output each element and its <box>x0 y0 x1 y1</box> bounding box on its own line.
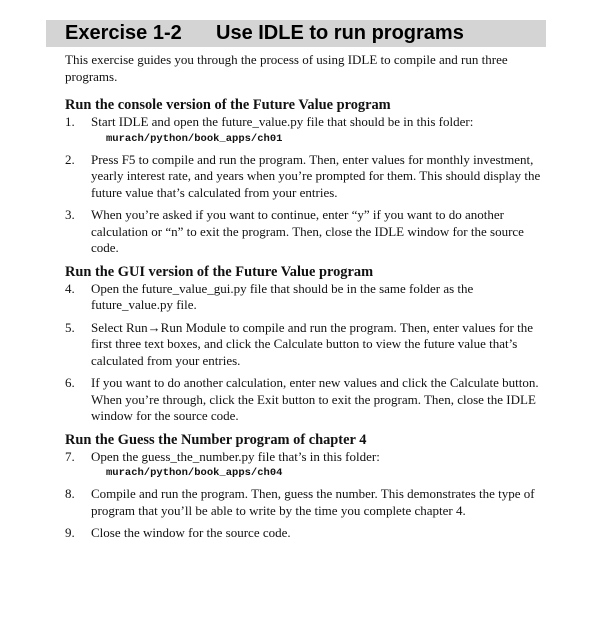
exercise-header <box>46 20 546 47</box>
step-number: 6. <box>65 375 75 390</box>
section-heading-console: Run the console version of the Future Value program <box>65 97 391 113</box>
step-text: Close the window for the source code. <box>91 525 291 540</box>
exercise-title: Use IDLE to run programs <box>216 22 464 44</box>
step-item <box>65 281 547 314</box>
step-number: 9. <box>65 525 75 540</box>
step-number: 4. <box>65 280 75 296</box>
step-text: Compile and run the program. Then, guess the number. This demonstrates the type of program that you’ll be able to write by the time you complete chapter 4. <box>91 486 535 518</box>
step-text: Select Run→Run Module to compile and run the program. Then, enter values for the first three text boxes, and click the Calculate button to view the future value that’s calculated from your entries. <box>91 319 534 368</box>
step-item <box>65 375 547 425</box>
step-number: 5. <box>65 319 75 335</box>
step-item <box>65 449 547 481</box>
step-number: 1. <box>65 114 75 129</box>
intro-paragraph: This exercise guides you through the process of using IDLE to compile and run three programs. <box>65 52 508 84</box>
step-item <box>65 486 547 519</box>
step-number: 7. <box>65 448 75 464</box>
step-item <box>65 152 547 202</box>
step-item <box>65 207 547 257</box>
folder-path: murach/python/book_apps/ch01 <box>106 132 283 145</box>
step-number: 8. <box>65 486 75 501</box>
step-item <box>65 114 547 146</box>
step-number: 2. <box>65 151 75 167</box>
step-item <box>65 320 547 370</box>
step-text: If you want to do another calculation, enter new values and click the Calculate button. When you’re through, click the Exit button to exit the program. Then, close the IDLE window for the source code. <box>91 375 539 423</box>
section-heading-guess: Run the Guess the Number program of chapter 4 <box>65 431 367 448</box>
folder-path: murach/python/book_apps/ch04 <box>106 467 283 479</box>
section-heading-gui: Run the GUI version of the Future Value program <box>65 263 374 280</box>
step-text: Open the guess_the_number.py file that’s in this folder: <box>91 448 380 464</box>
step-item <box>65 525 547 542</box>
exercise-body <box>65 51 547 542</box>
exercise-number: Exercise 1-2 <box>65 22 182 44</box>
step-text: When you’re asked if you want to continue, enter “y” if you want to do another calculation or “n” to exit the program. Then, close the IDLE window for the source code. <box>91 207 524 255</box>
step-text: Start IDLE and open the future_value.py file that should be in this folder: <box>91 114 474 129</box>
step-number: 3. <box>65 207 75 222</box>
step-text: Press F5 to compile and run the program. Then, enter values for monthly investment, yearly interest rate, and years when you’re prompted for them. This should display the future value that’s calculated from your entries. <box>91 151 541 200</box>
step-text: Open the future_value_gui.py file that should be in the same folder as the future_value.py file. <box>91 280 474 312</box>
